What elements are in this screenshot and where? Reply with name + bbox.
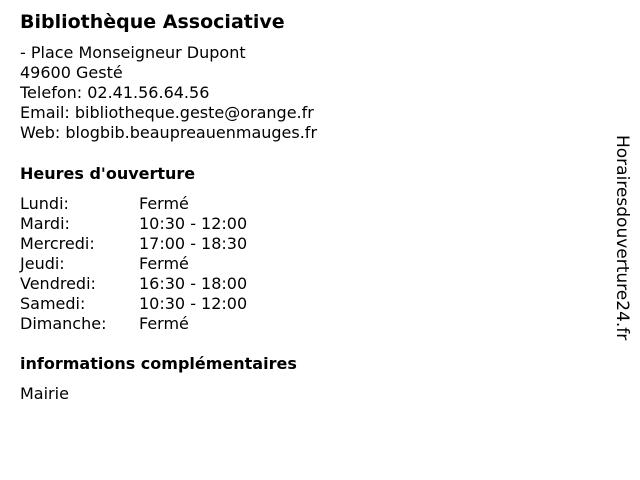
time-value: 16:30 - 18:00: [139, 274, 248, 293]
day-label: Vendredi:: [20, 274, 96, 293]
day-label: Jeudi:: [20, 254, 65, 273]
time-value: 10:30 - 12:00: [139, 214, 248, 233]
time-value: Fermé: [139, 254, 189, 273]
email: Email: bibliotheque.geste@orange.fr: [20, 103, 314, 122]
day-label: Samedi:: [20, 294, 86, 313]
time-value: 17:00 - 18:30: [139, 234, 248, 253]
hours-row-thursday: [20, 254, 340, 274]
hours-row-monday: [20, 194, 340, 214]
address-block: [20, 43, 317, 143]
hours-row-saturday: [20, 294, 340, 314]
day-label: Lundi:: [20, 194, 69, 213]
day-label: Mercredi:: [20, 234, 95, 253]
opening-hours-table: [20, 194, 340, 334]
site-watermark: Horairesdouverture24.fr: [612, 135, 632, 341]
hours-row-sunday: [20, 314, 340, 334]
street-address: - Place Monseigneur Dupont: [20, 43, 246, 62]
time-value: Fermé: [139, 314, 189, 333]
additional-info-value: Mairie: [20, 384, 69, 403]
page-title: Bibliothèque Associative: [20, 11, 285, 33]
opening-hours-heading: Heures d'ouverture: [20, 164, 196, 183]
phone: Telefon: 02.41.56.64.56: [20, 83, 210, 102]
time-value: 10:30 - 12:00: [139, 294, 248, 313]
additional-info-heading: informations complémentaires: [20, 354, 297, 373]
hours-row-tuesday: [20, 214, 340, 234]
day-label: Mardi:: [20, 214, 70, 233]
website: Web: blogbib.beaupreauenmauges.fr: [20, 123, 318, 142]
city: 49600 Gesté: [20, 63, 123, 82]
hours-row-friday: [20, 274, 340, 294]
hours-row-wednesday: [20, 234, 340, 254]
day-label: Dimanche:: [20, 314, 107, 333]
time-value: Fermé: [139, 194, 189, 213]
